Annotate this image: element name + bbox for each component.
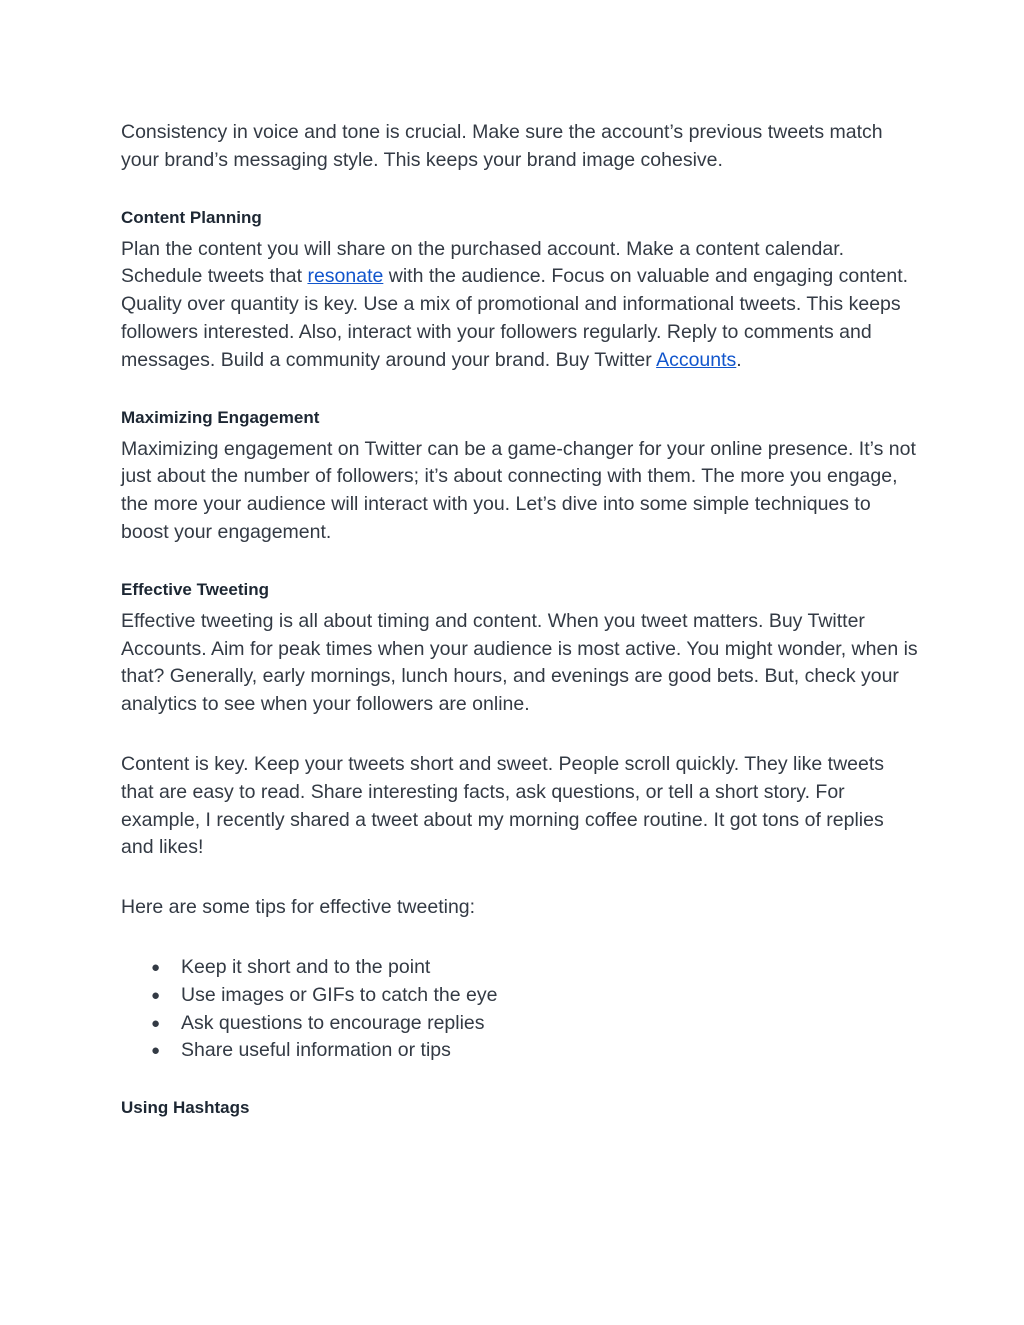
bullet-icon: ● bbox=[151, 986, 161, 1004]
effective-tweeting-paragraph-1: Effective tweeting is all about timing and content. When you tweet matters. Buy Twitter Accounts. Aim for peak times when your audience is most active. You might wonder, when is that? Generally, early mornings, lunch hours, and evenings are good bets. But, check your analytics to see when your followers are online. bbox=[121, 609, 918, 716]
heading-maximizing-engagement: Maximizing Engagement bbox=[121, 407, 320, 427]
spacer bbox=[121, 719, 921, 751]
list-item bbox=[121, 1037, 921, 1065]
maximizing-engagement-paragraph: Maximizing engagement on Twitter can be a game-changer for your online presence. It’s not just about the number of followers; it’s about connecting with them. The more you engage, the more your audience will interact with you. Let’s dive into some simple techniques to boost your engagement. bbox=[121, 437, 916, 543]
spacer bbox=[121, 547, 921, 579]
bullet-icon: ● bbox=[151, 1014, 161, 1032]
effective-tweeting-paragraph-2: Content is key. Keep your tweets short and sweet. People scroll quickly. They like tweets that are easy to read. Share interesting facts, ask questions, or tell a short story. For example, I recently shared a tweet about my morning coffee routine. It got tons of replies and likes! bbox=[121, 752, 885, 859]
spacer bbox=[121, 862, 921, 894]
content-planning-text-end: . bbox=[736, 348, 742, 371]
tip-text: Use images or GIFs to catch the eye bbox=[181, 983, 498, 1006]
resonate-link[interactable]: resonate bbox=[307, 265, 384, 288]
content-planning-text-start: Plan the content you will share on the purchased account. Make a content calendar. Schedule tweets that bbox=[121, 237, 845, 288]
heading-content-planning: Content Planning bbox=[121, 207, 262, 227]
heading-effective-tweeting: Effective Tweeting bbox=[121, 579, 269, 599]
tip-text: Ask questions to encourage replies bbox=[181, 1011, 485, 1034]
spacer bbox=[121, 922, 921, 954]
spacer bbox=[121, 1065, 921, 1097]
list-item bbox=[121, 1010, 921, 1038]
tips-list bbox=[121, 954, 921, 1065]
spacer bbox=[121, 375, 921, 407]
tip-text: Share useful information or tips bbox=[181, 1039, 451, 1062]
list-item bbox=[121, 954, 921, 982]
tip-text: Keep it short and to the point bbox=[181, 955, 431, 978]
tips-intro: Here are some tips for effective tweeting: bbox=[121, 896, 476, 919]
content-planning-text-middle: with the audience. Focus on valuable and engaging content. Quality over quantity is key. Use a mix of promotional and informational tweets. This keeps followers interested. Also, interact with your followers regularly. Reply to comments and messages. Build a community around your brand. Buy Twitter bbox=[121, 265, 909, 371]
list-item bbox=[121, 982, 921, 1010]
content-planning-paragraph bbox=[121, 236, 921, 375]
heading-using-hashtags: Using Hashtags bbox=[121, 1098, 250, 1118]
bullet-icon: ● bbox=[151, 958, 161, 976]
spacer bbox=[121, 175, 921, 207]
bullet-icon: ● bbox=[151, 1042, 161, 1060]
document-content bbox=[121, 119, 921, 1126]
accounts-link[interactable]: Accounts bbox=[656, 348, 737, 371]
intro-paragraph: Consistency in voice and tone is crucial. Make sure the account’s previous tweets match your brand’s messaging style. This keeps your brand image cohesive. bbox=[121, 121, 883, 171]
